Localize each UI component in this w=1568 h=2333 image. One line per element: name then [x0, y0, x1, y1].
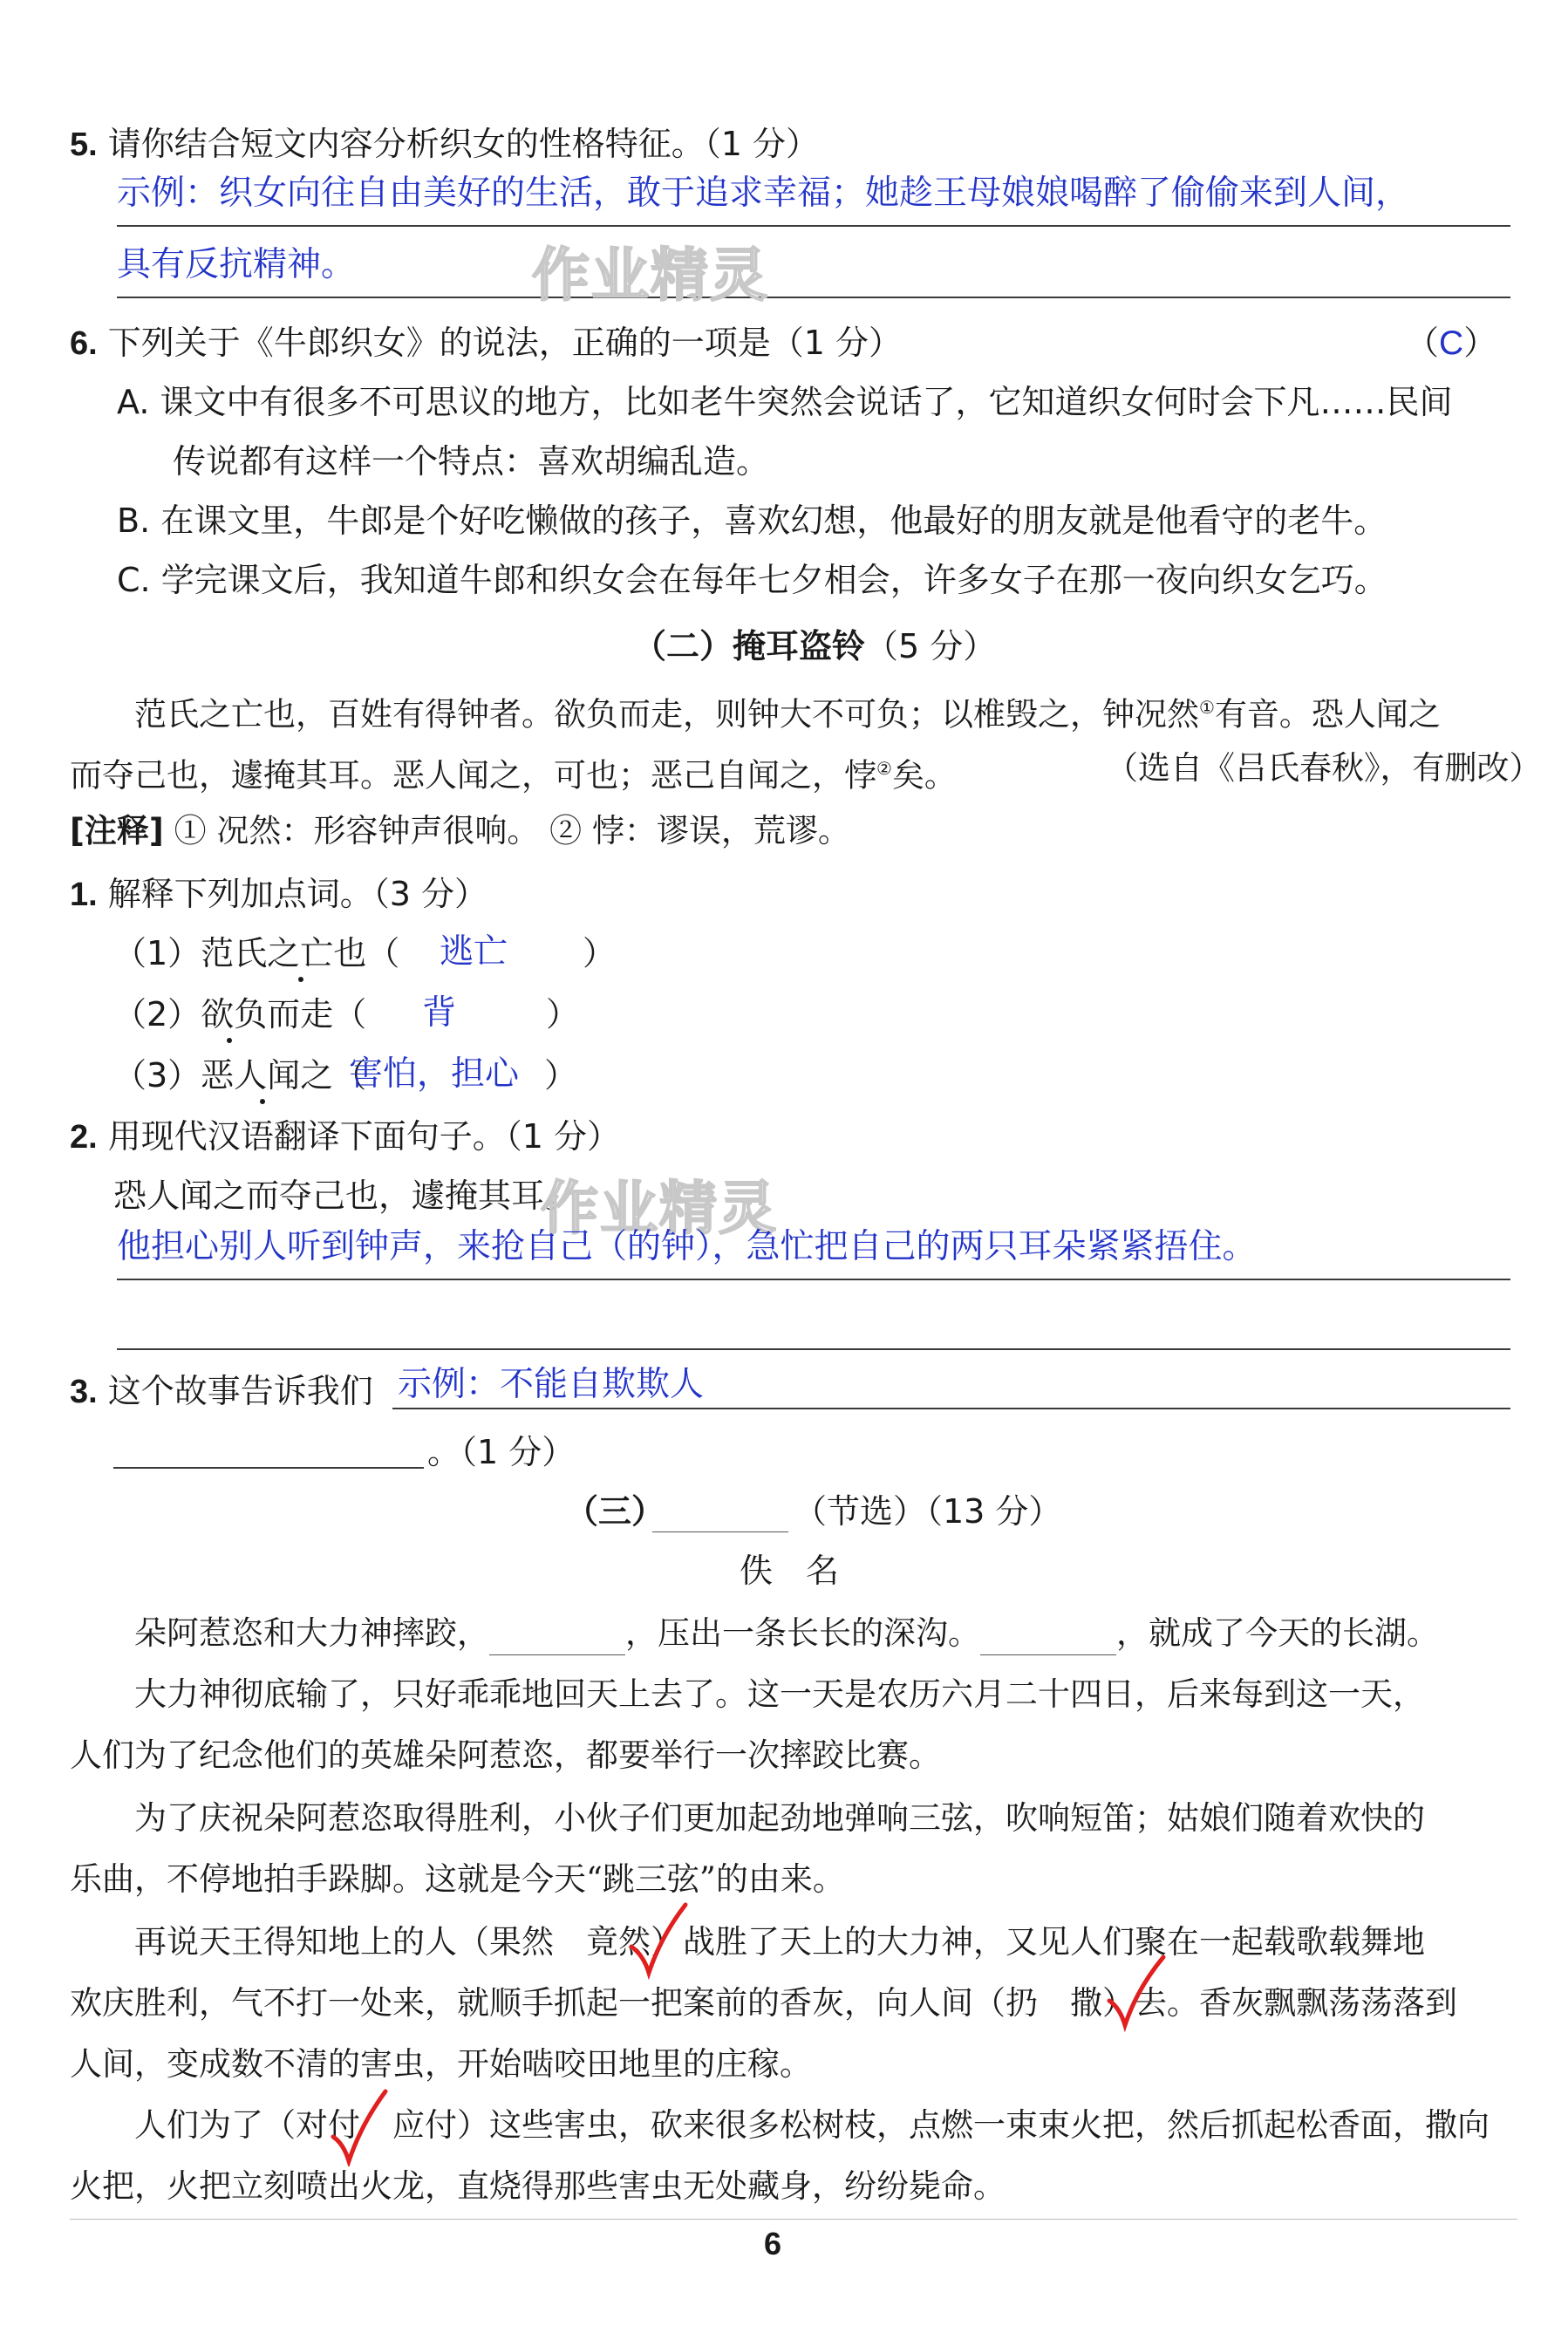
vocab-item-2: [113, 993, 366, 1036]
emphasis-dot: [260, 1099, 265, 1104]
watermark: 作业精灵: [541, 1175, 778, 1242]
notes-label: 注释: [84, 812, 149, 849]
title-blank: [652, 1531, 788, 1532]
paragraph-2-line2: 人们为了纪念他们的英雄朵阿惹恣，都要举行一次摔跤比赛。: [70, 1736, 941, 1774]
note-ref: ②: [876, 758, 892, 779]
paren-close: ）: [1463, 324, 1497, 362]
paragraph-2-line1: 大力神彻底输了，只好乖乖地回天上去了。这一天是农历六月二十四日，后来每到这一天，: [134, 1675, 1425, 1713]
item-text: 之（: [300, 1056, 367, 1095]
passage-text: 朵阿惹恣和大力神摔跤，: [134, 1614, 489, 1652]
lesson-answer: 示例：不能自欺欺人: [398, 1365, 705, 1404]
section-heading-3: [565, 1490, 665, 1533]
passage-source: （选自《吕氏春秋》，有删改）: [1106, 749, 1542, 787]
vocab-answer-2: 背: [422, 993, 457, 1033]
author: 佚 名: [740, 1552, 840, 1590]
item-text: （3）恶人: [113, 1056, 268, 1095]
paragraph-4-line2: 欢庆胜利，气不打一处来，就顺手抓起一把案前的香灰，向人间（扔 撒）去。香灰飘飘荡荡落到: [70, 1984, 1457, 2022]
option-b: B. 在课文里，牛郎是个好吃懒做的孩子，喜欢幻想，他最好的朋友就是他看守的老牛。: [117, 501, 1387, 540]
passage-text: 有音。恐人闻之: [1214, 695, 1441, 733]
page-divider: [70, 2219, 1517, 2220]
answer-line: [113, 1467, 424, 1469]
item-text: （2）欲: [113, 995, 235, 1033]
paragraph-4-line1: 再说天王得知地上的人（果然 竟然）战胜了天上的大力神，又见人们聚在一起载歌载舞地: [134, 1923, 1425, 1961]
answer-line: [117, 1279, 1510, 1280]
question-number: 2.: [70, 1119, 98, 1156]
vocab-answer-1: 逃亡: [440, 932, 508, 972]
paragraph-5-line2: 火把，火把立刻喷出火龙，直烧得那些害虫无处藏身，纷纷毙命。: [70, 2167, 1006, 2205]
question-2: [70, 1115, 620, 1159]
paragraph-4-line3: 人间，变成数不清的害虫，开始啮咬田地里的庄稼。: [70, 2045, 812, 2083]
question-text: 解释下列加点词。（3 分）: [107, 875, 488, 913]
passage-text: 矣。: [891, 756, 957, 795]
paragraph-3-line2: 乐曲，不停地拍手跺脚。这就是今天“跳三弦”的由来。: [70, 1860, 845, 1898]
question-5: [70, 122, 819, 167]
question-text: 下列关于《牛郎织女》的说法，正确的一项是（1 分）: [107, 324, 903, 362]
dotted-word: 亡: [300, 934, 334, 972]
passage-line2: [70, 747, 957, 797]
answer-bracket: [1406, 321, 1496, 366]
check-mark-icon: [1106, 1954, 1167, 2032]
heading-score: （节选）（13 分）: [794, 1492, 1062, 1531]
heading-title: （二）掩耳盗铃: [633, 627, 866, 665]
page-number: 6: [764, 2226, 782, 2261]
paren-close: ）: [544, 1056, 578, 1095]
answer-q5-line1: 示例：织女向往自由美好的生活，敢于追求幸福；她趁王母娘娘喝醉了偷偷来到人间，: [117, 174, 1410, 213]
translation-answer: 他担心别人听到钟声，来抢自己（的钟），急忙把自己的两只耳朵紧紧捂住。: [117, 1227, 1257, 1266]
item-text: 而走（: [267, 995, 367, 1033]
passage-text: 范氏之亡也，百姓有得钟者。欲负而走，则钟大不可负；以椎毁之，钟况然: [134, 695, 1199, 733]
question-text: 用现代汉语翻译下面句子。（1 分）: [107, 1117, 621, 1156]
heading-score: （5 分）: [865, 627, 997, 665]
question-number: 6.: [70, 325, 98, 362]
dotted-word: 闻: [267, 1056, 301, 1095]
passage-text: ，就成了今天的长湖。: [1116, 1614, 1439, 1652]
paragraph-3-line1: 为了庆祝朵阿惹恣取得胜利，小伙子们更加起劲地弹响三弦，吹响短笛；姑娘们随着欢快的: [134, 1799, 1425, 1837]
question-text: 请你结合短文内容分析织女的性格特征。（1 分）: [107, 125, 820, 163]
question-3: [70, 1369, 373, 1414]
question-number: 5.: [70, 126, 98, 163]
option-a-line1: A. 课文中有很多不可思议的地方，比如老牛突然会说话了，它知道织女何时会下凡……民间: [117, 383, 1453, 421]
paragraph-1: [134, 1612, 1439, 1655]
question-6: [70, 321, 902, 365]
paren-open: （: [1406, 324, 1440, 362]
check-mark-icon: [628, 1901, 689, 1980]
watermark: 作业精灵: [532, 242, 769, 309]
blank: [980, 1623, 1116, 1655]
blank: [489, 1623, 625, 1655]
answer-line: [117, 297, 1510, 298]
paren-close: ）: [583, 934, 617, 972]
question-3-tail: 。（1 分）: [427, 1433, 576, 1471]
option-c: C. 学完课文后，我知道牛郎和织女会在每年七夕相会，许多女子在那一夜向织女乞巧。: [117, 561, 1387, 599]
question-1: [70, 872, 487, 917]
passage-text: ，压出一条长长的深沟。: [625, 1614, 980, 1652]
answer-line: [392, 1408, 1510, 1409]
vocab-item-1: [113, 931, 399, 975]
question-text: 这个故事告诉我们: [107, 1372, 373, 1410]
emphasis-dot: [227, 1038, 232, 1043]
sentence-to-translate: 恐人闻之而夺己也，遽掩其耳。: [113, 1177, 578, 1215]
passage-text: 而夺己也，遽掩其耳。恶人闻之，可也；恶己自闻之，悖: [70, 756, 876, 795]
notes-label-wrap: [注释]: [70, 812, 164, 849]
answer-line: [117, 1348, 1510, 1350]
emphasis-dot: [298, 977, 303, 982]
answer-choice: C: [1439, 324, 1464, 362]
question-number: 1.: [70, 877, 98, 913]
answer-line: [117, 225, 1510, 227]
answer-q5-line2: 具有反抗精神。: [117, 245, 356, 284]
option-a-line2: 传说都有这样一个特点：喜欢胡编乱造。: [173, 442, 770, 481]
heading-title: （三）: [565, 1492, 665, 1531]
section-heading-2: [633, 624, 996, 668]
notes: [70, 809, 850, 853]
paren-close: ）: [546, 995, 580, 1033]
question-number: 3.: [70, 1374, 98, 1410]
vocab-answer-3: 害怕，担心: [349, 1054, 520, 1094]
check-mark-icon: [330, 2088, 391, 2166]
item-text: （1）范氏之: [113, 934, 301, 972]
paragraph-5-line1: 人们为了（对付 应付）这些害虫，砍来很多松树枝，点燃一束束火把，然后抓起松香面，撒向: [134, 2106, 1490, 2144]
dotted-word: 负: [234, 995, 268, 1033]
passage-line1: [134, 686, 1441, 736]
vocab-item-3: [113, 1054, 366, 1097]
note-ref: ①: [1199, 697, 1215, 718]
item-text: 也（: [333, 934, 400, 972]
notes-text: ① 况然：形容钟声很响。 ② 悖：谬误，荒谬。: [174, 812, 850, 849]
